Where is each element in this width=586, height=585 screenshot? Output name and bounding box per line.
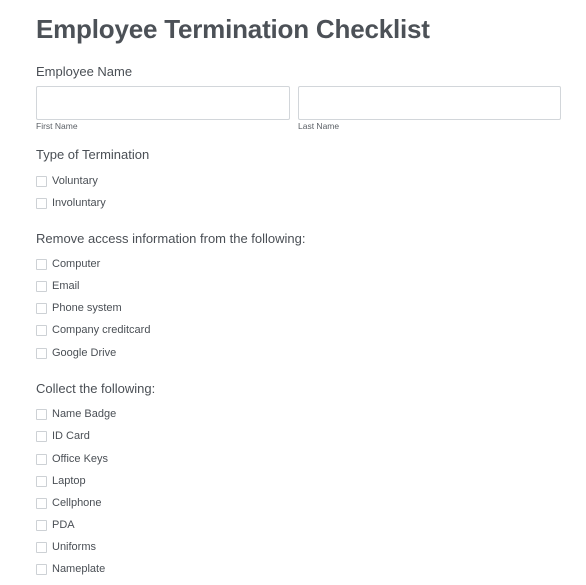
option-computer[interactable]: [36, 257, 100, 271]
last-name-sublabel: Last Name: [298, 121, 340, 131]
uniforms-checkbox[interactable]: [36, 542, 47, 553]
option-label: Cellphone: [52, 497, 102, 509]
option-office-keys[interactable]: [36, 452, 108, 466]
first-name-sublabel: First Name: [36, 121, 78, 131]
option-phone-system[interactable]: [36, 301, 122, 315]
remove-access-label: Remove access information from the following:: [36, 231, 306, 246]
id-card-checkbox[interactable]: [36, 431, 47, 442]
option-label: Nameplate: [52, 563, 106, 575]
office-keys-checkbox[interactable]: [36, 454, 47, 465]
option-label: Google Drive: [52, 347, 117, 359]
involuntary-checkbox[interactable]: [36, 198, 47, 209]
option-label: Involuntary: [52, 197, 106, 209]
employee-name-fields: [36, 86, 562, 134]
option-uniforms[interactable]: [36, 540, 96, 554]
phone-system-checkbox[interactable]: [36, 303, 47, 314]
option-label: Name Badge: [52, 408, 117, 420]
cellphone-checkbox[interactable]: [36, 498, 47, 509]
name-badge-checkbox[interactable]: [36, 409, 47, 420]
option-label: Uniforms: [52, 541, 97, 553]
first-name-group: [36, 86, 290, 131]
option-id-card[interactable]: [36, 429, 90, 443]
last-name-group: [298, 86, 561, 131]
first-name-input[interactable]: [36, 86, 290, 120]
option-label: Company creditcard: [52, 324, 151, 336]
voluntary-checkbox[interactable]: [36, 176, 47, 187]
employee-name-label: Employee Name: [36, 64, 133, 79]
option-label: PDA: [52, 519, 75, 531]
option-involuntary[interactable]: [36, 196, 106, 210]
option-label: Voluntary: [52, 175, 98, 187]
option-name-badge[interactable]: [36, 407, 116, 421]
option-pda[interactable]: [36, 518, 75, 532]
option-label: Laptop: [52, 475, 86, 487]
option-nameplate[interactable]: [36, 562, 105, 576]
form-title: Employee Termination Checklist: [36, 14, 430, 44]
option-email[interactable]: [36, 279, 80, 293]
computer-checkbox[interactable]: [36, 259, 47, 270]
option-label: Email: [52, 280, 80, 292]
laptop-checkbox[interactable]: [36, 476, 47, 487]
nameplate-checkbox[interactable]: [36, 564, 47, 575]
email-checkbox[interactable]: [36, 281, 47, 292]
google-drive-checkbox[interactable]: [36, 348, 47, 359]
option-laptop[interactable]: [36, 474, 86, 488]
option-label: ID Card: [52, 430, 90, 442]
option-label: Computer: [52, 258, 101, 270]
termination-type-label: Type of Termination: [36, 147, 150, 162]
pda-checkbox[interactable]: [36, 520, 47, 531]
option-company-creditcard[interactable]: [36, 323, 150, 337]
option-label: Office Keys: [52, 453, 109, 465]
option-google-drive[interactable]: [36, 346, 116, 360]
option-voluntary[interactable]: [36, 174, 98, 188]
collect-label: Collect the following:: [36, 381, 156, 396]
company-creditcard-checkbox[interactable]: [36, 325, 47, 336]
last-name-input[interactable]: [298, 86, 561, 120]
option-label: Phone system: [52, 302, 122, 314]
option-cellphone[interactable]: [36, 496, 102, 510]
